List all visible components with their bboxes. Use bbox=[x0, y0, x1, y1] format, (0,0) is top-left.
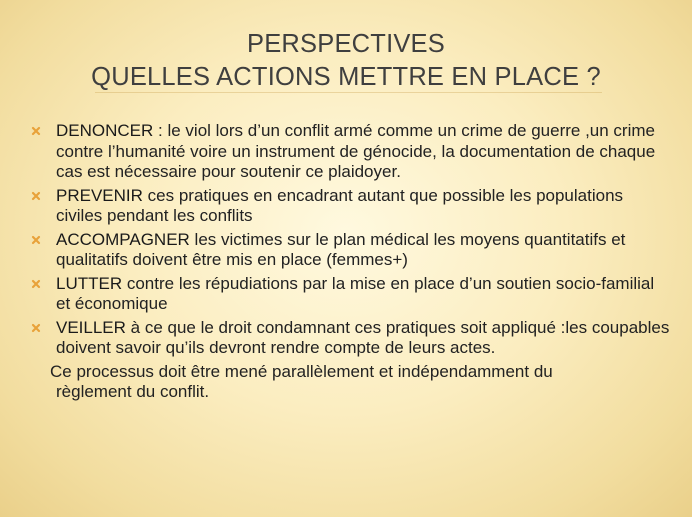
item-text: les victimes sur le plan médical les moyens quantitatifs et qualitatifs doivent être mis en place (femmes+) bbox=[56, 229, 626, 269]
item-text: : le viol lors d’un conflit armé comme un crime de guerre ,un crime contre l’humanité voire un instrument de génocide, la documentation de chaque cas est nécessaire pour soutenir ce plaidoyer. bbox=[56, 121, 656, 181]
title-divider bbox=[95, 92, 602, 93]
list-item-denoncer bbox=[30, 121, 670, 183]
keyword: VEILLER bbox=[56, 317, 126, 337]
item-text: à ce que le droit condamnant ces pratiques soit appliqué :les coupables doivent savoir qu’ils devront rendre compte de leurs actes. bbox=[56, 317, 670, 357]
x-bullet-icon bbox=[30, 186, 42, 206]
x-bullet-icon bbox=[30, 230, 42, 250]
list-item-accompagner bbox=[30, 230, 670, 271]
list-item-lutter bbox=[30, 274, 670, 315]
closing-note bbox=[30, 362, 670, 403]
keyword: DENONCER bbox=[56, 121, 154, 140]
note-line-1: Ce processus doit être mené parallèlement et indépendamment du bbox=[50, 361, 553, 381]
item-text: contre les répudiations par la mise en place d’un soutien socio-familial et économique bbox=[56, 273, 655, 313]
keyword: ACCOMPAGNER bbox=[56, 229, 190, 249]
x-bullet-icon bbox=[30, 318, 42, 338]
note-line-2: règlement du conflit. bbox=[56, 382, 210, 401]
x-bullet-icon bbox=[30, 121, 42, 141]
slide-title bbox=[20, 28, 672, 94]
list-item-prevenir bbox=[30, 186, 670, 227]
bullet-list bbox=[30, 121, 670, 403]
item-text: ces pratiques en encadrant autant que possible les populations civiles pendant les conflits bbox=[56, 185, 624, 225]
keyword: PREVENIR bbox=[56, 185, 143, 205]
x-bullet-icon bbox=[30, 274, 42, 294]
title-line-2: QUELLES ACTIONS METTRE EN PLACE ? bbox=[91, 63, 601, 91]
keyword: LUTTER bbox=[56, 273, 123, 293]
list-item-veiller bbox=[30, 318, 670, 359]
title-line-1: PERSPECTIVES bbox=[247, 30, 445, 58]
